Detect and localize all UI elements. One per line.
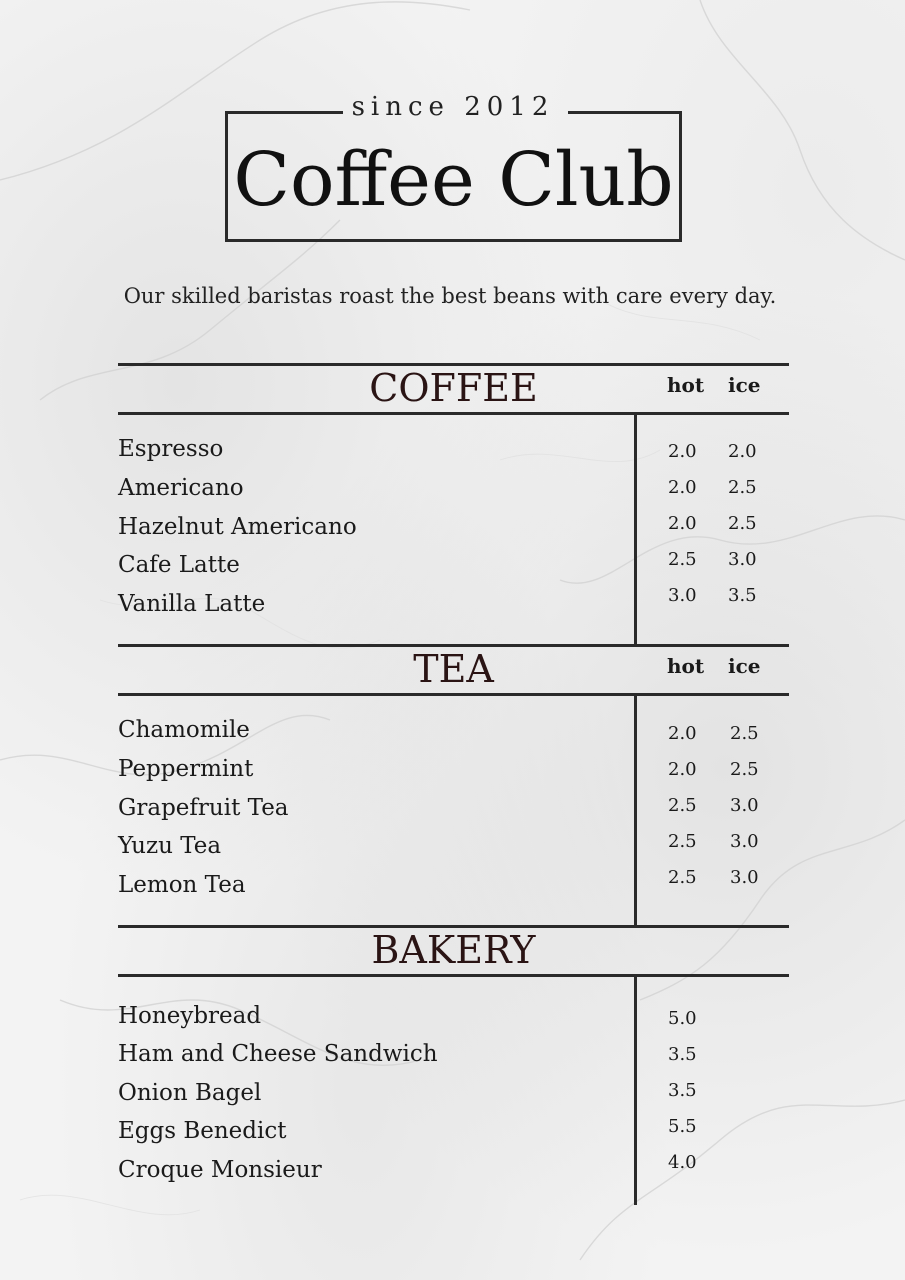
tagline: Our skilled baristas roast the best beans with care every day. (123, 284, 777, 308)
price-ice: 3.0 (728, 549, 757, 570)
column-divider (634, 977, 637, 1205)
column-divider (634, 415, 637, 645)
price-hot: 2.5 (668, 867, 697, 888)
section-header-rule (118, 412, 789, 415)
price-ice: 3.5 (728, 585, 757, 606)
menu-item: Espresso (118, 436, 224, 462)
price-hot: 2.5 (668, 795, 697, 816)
price-ice: 2.5 (730, 723, 759, 744)
menu-item: Ham and Cheese Sandwich (118, 1041, 438, 1067)
price-ice: 3.0 (730, 867, 759, 888)
price-hot: 2.0 (668, 477, 697, 498)
section-header-rule (118, 974, 789, 977)
section-header-rule (118, 693, 789, 696)
price-hot: 2.0 (668, 759, 697, 780)
price: 3.5 (668, 1080, 697, 1101)
menu-item: Chamomile (118, 717, 250, 743)
price-ice: 3.0 (730, 795, 759, 816)
price: 5.0 (668, 1008, 697, 1029)
menu-item: Cafe Latte (118, 552, 240, 578)
menu-item: Eggs Benedict (118, 1118, 287, 1144)
price-hot: 2.0 (668, 441, 697, 462)
price-ice: 2.5 (730, 759, 759, 780)
price-ice: 2.5 (728, 477, 757, 498)
section-title: BAKERY (371, 928, 536, 972)
price: 4.0 (668, 1152, 697, 1173)
col-header-ice: ice (728, 654, 761, 678)
price-ice: 2.0 (728, 441, 757, 462)
section-tea (118, 644, 789, 926)
col-header-ice: ice (728, 373, 761, 397)
menu-item: Grapefruit Tea (118, 795, 289, 821)
menu-item: Onion Bagel (118, 1080, 262, 1106)
col-header-hot: hot (667, 654, 705, 678)
since-label: since 2012 (351, 92, 555, 122)
column-divider (634, 696, 637, 926)
price-hot: 2.5 (668, 831, 697, 852)
section-bakery (118, 925, 789, 1207)
price-ice: 3.0 (730, 831, 759, 852)
menu-item: Hazelnut Americano (118, 514, 357, 540)
menu-item: Lemon Tea (118, 872, 246, 898)
price-hot: 2.0 (668, 723, 697, 744)
title-frame (225, 111, 682, 242)
price: 5.5 (668, 1116, 697, 1137)
menu-item: Americano (118, 475, 244, 501)
menu-item: Yuzu Tea (118, 833, 222, 859)
price: 3.5 (668, 1044, 697, 1065)
menu-item: Peppermint (118, 756, 254, 782)
page-title: Coffee Club (233, 137, 674, 223)
price-hot: 3.0 (668, 585, 697, 606)
section-title: COFFEE (369, 366, 538, 410)
section-coffee (118, 363, 789, 645)
price-hot: 2.0 (668, 513, 697, 534)
col-header-hot: hot (667, 373, 705, 397)
section-title: TEA (413, 647, 494, 691)
menu-item: Vanilla Latte (118, 591, 266, 617)
price-ice: 2.5 (728, 513, 757, 534)
price-hot: 2.5 (668, 549, 697, 570)
menu-item: Honeybread (118, 1003, 262, 1029)
menu-item: Croque Monsieur (118, 1157, 322, 1183)
